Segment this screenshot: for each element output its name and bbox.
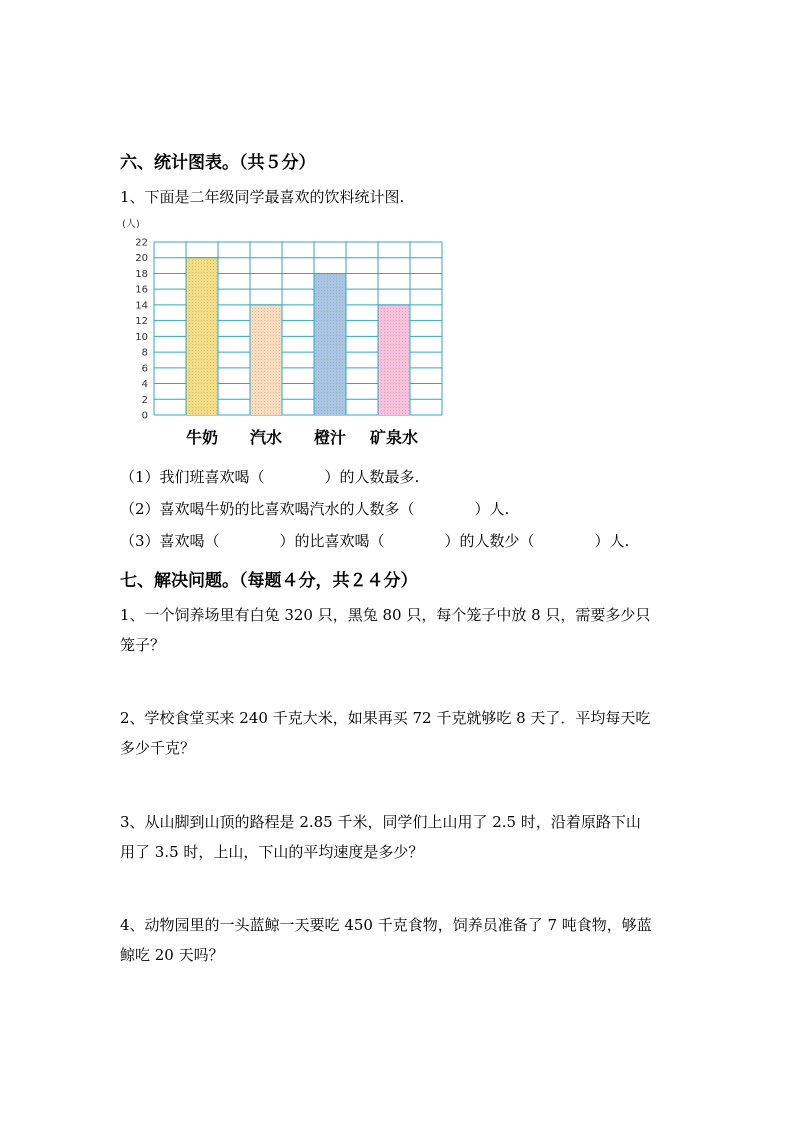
bar-texture-2 [251, 305, 282, 415]
y-tick-label: 2 [141, 394, 148, 406]
problem-3-line-1: 3、从山脚到山顶的路程是 2.85 千米，同学们上山用了 2.5 时，沿着原路下山 [120, 813, 641, 831]
bar-texture-3 [315, 273, 346, 415]
problem-2-line-1: 2、学校食堂买来 240 千克大米，如果再买 72 千克就够吃 8 天了．平均每天吃 [120, 709, 651, 727]
beverage-bar-chart [120, 218, 450, 446]
category-label: 橙汁 [314, 428, 347, 447]
problem-4-line-1: 4、动物园里的一头蓝鲸一天要吃 450 千克食物，饲养员准备了 7 吨食物，够蓝 [120, 916, 652, 934]
y-tick-label: 20 [135, 253, 148, 265]
y-tick-label: 8 [141, 347, 148, 359]
problem-4-line-2: 鲸吃 20 天吗？ [120, 946, 224, 964]
bar-texture-1 [187, 258, 218, 415]
problem-1-line-2: 笼子？ [120, 636, 166, 654]
y-tick-label: 12 [135, 316, 148, 328]
category-label: 牛奶 [186, 428, 219, 447]
problem-2-line-2: 多少千克？ [120, 739, 196, 757]
question-1-intro: 1、下面是二年级同学最喜欢的饮料统计图. [120, 188, 405, 206]
y-axis-ticks [135, 238, 148, 422]
sub-question-2: （2）喜欢喝牛奶的比喜欢喝汽水的人数多（ ）人. [120, 500, 510, 518]
section-6-title: 六、统计图表。（共５分） [120, 153, 316, 173]
y-tick-label: 0 [141, 410, 148, 422]
section-7-title: 七、解决问题。（每题４分，共２４分） [120, 571, 418, 591]
y-tick-label: 22 [135, 237, 148, 249]
y-tick-label: 4 [141, 379, 148, 391]
bar-texture-4 [379, 305, 410, 415]
category-label: 矿泉水 [370, 428, 419, 447]
y-tick-label: 18 [135, 268, 148, 280]
sub-question-3: （3）喜欢喝（ ）的比喜欢喝（ ）的人数少（ ）人. [120, 532, 630, 550]
category-label: 汽水 [250, 428, 283, 447]
y-tick-label: 16 [135, 284, 148, 296]
problem-3-line-2: 用了 3.5 时，上山，下山的平均速度是多少？ [120, 843, 424, 861]
y-tick-label: 10 [135, 331, 148, 343]
y-tick-label: 6 [141, 363, 148, 375]
sub-question-1: （1）我们班喜欢喝（ ）的人数最多. [120, 468, 420, 486]
y-axis-label: (人) [122, 219, 140, 230]
y-tick-label: 14 [135, 300, 148, 312]
problem-1-line-1: 1、一个饲养场里有白兔 320 只，黑兔 80 只，每个笼子中放 8 只，需要多少只 [120, 606, 651, 624]
